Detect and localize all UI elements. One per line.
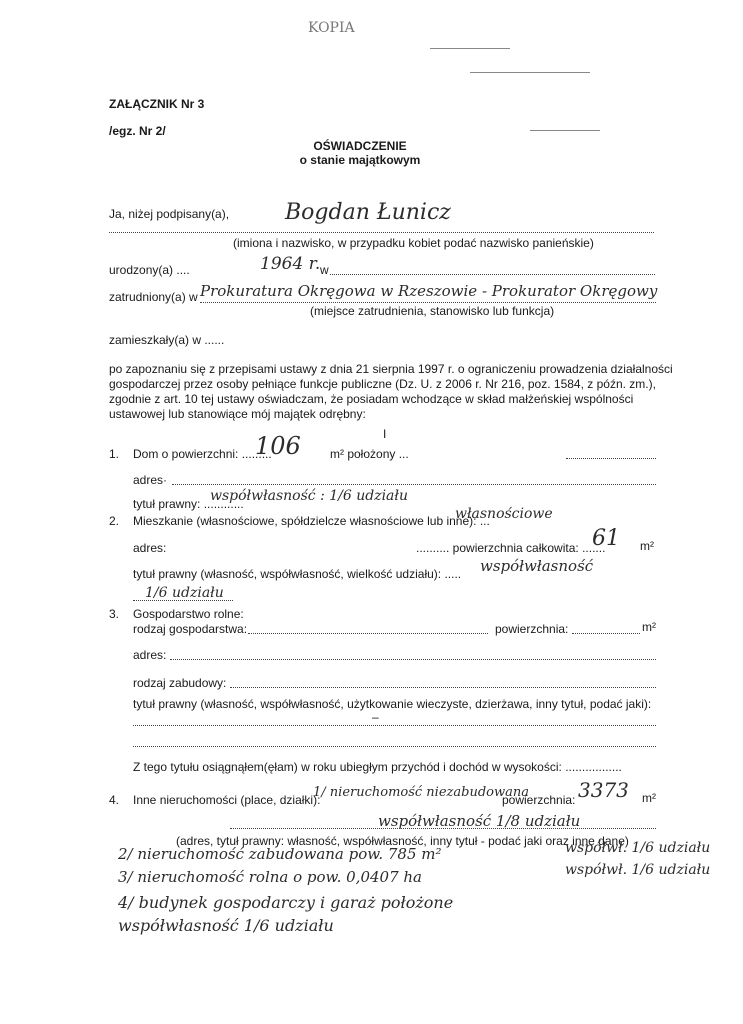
item4-value: 1/ nieruchomość niezabudowana: [313, 785, 529, 800]
item1-title-value: współwłasność : 1/6 udziału: [210, 488, 408, 504]
item1-address-line: [172, 484, 656, 485]
item3-area-line: [572, 633, 640, 634]
copy-stamp: KOPIA: [308, 20, 355, 36]
intro-line-4: ustawowej lub stanowiące mój majątek odrębny:: [109, 407, 366, 421]
born-place-label: w: [320, 263, 329, 277]
copy-number: /egz. Nr 2/: [109, 124, 166, 138]
item4-label: Inne nieruchomości (place, działki):: [133, 793, 321, 807]
intro-line-2: gospodarczej przez osoby pełniące funkcje publiczne (Dz. U. z 2006 r. Nr 216, poz. 1584, z późn. zm.),: [109, 377, 656, 391]
item3-dash: –: [372, 710, 379, 724]
item2-title-value: współwłasność: [480, 557, 594, 575]
item1-unit: m² położony ...: [330, 447, 409, 461]
item4-handwritten-3b: współwłasność 1/6 udziału: [118, 916, 334, 935]
item4-area-label: powierzchnia:: [502, 793, 576, 807]
item4-unit: m²: [642, 791, 656, 805]
item3-number: 3.: [109, 607, 120, 621]
item2-area-label: .......... powierzchnia całkowita: .......: [416, 541, 606, 555]
item4-number: 4.: [109, 793, 120, 807]
item4-handwritten-2-share: współwł. 1/6 udziału: [565, 862, 711, 878]
item4-caption: (adres, tytuł prawny: własność, współwłasność, inny tytuł - podać jaki oraz inne dane): [176, 834, 629, 848]
page-title: OŚWIADCZENIE: [313, 139, 407, 153]
item4-area: 3373: [578, 778, 629, 802]
item4-line2: współwłasność 1/8 udziału: [378, 812, 581, 830]
employed-value: Prokuratura Okręgowa w Rzeszowie - Prokurator Okręgowy: [200, 282, 658, 300]
margin-mark: [530, 130, 600, 131]
residence-label: zamieszkały(a) w ......: [109, 333, 225, 347]
item3-income-label: Z tego tytułu osiągnąłem(ęłam) w roku ubiegłym przychód i dochód w wysokości: .................: [133, 760, 622, 774]
item3-label: Gospodarstwo rolne:: [133, 607, 244, 621]
attachment-label: ZAŁĄCZNIK Nr 3: [109, 97, 205, 111]
item2-unit: m²: [640, 539, 654, 553]
item2-share-line: [133, 600, 233, 601]
item4-line2-dots: [230, 828, 656, 829]
item3-area-label: powierzchnia:: [495, 622, 569, 636]
item1-address-label: adres·: [133, 473, 168, 487]
item4-handwritten-2: 3/ nieruchomość rolna o pow. 0,0407 ha: [118, 868, 422, 886]
item1-location-line: [566, 458, 656, 459]
item3-buildings-label: rodzaj zabudowy:: [133, 676, 227, 690]
item3-type-label: rodzaj gospodarstwa:: [133, 622, 248, 636]
item2-label: Mieszkanie (własnościowe, spółdzielcze własnościowe lub inne): ...: [133, 514, 490, 528]
born-label: urodzony(a) ....: [109, 263, 190, 277]
born-place-line: [330, 274, 655, 275]
born-value: 1964 r.: [260, 254, 321, 274]
margin-mark: [430, 48, 510, 49]
item2-title-label: tytuł prawny (własność, współwłasność, wielkość udziału): .....: [133, 567, 462, 581]
item4-handwritten-3: 4/ budynek gospodarczy i garaż położone: [118, 893, 454, 912]
name-label: Ja, niżej podpisany(a),: [109, 207, 230, 221]
item2-type-value: własnościowe: [455, 506, 553, 522]
intro-line-3: zgodnie z art. 10 tej ustawy oświadczam, że posiadam wchodzące w skład małżeńskiej wspólności: [109, 392, 634, 406]
item4-handwritten-1: 2/ nieruchomość zabudowana pow. 785 m²: [118, 845, 442, 863]
item1-label: Dom o powierzchni: .........: [133, 447, 272, 461]
item1-area: 106: [255, 432, 301, 460]
intro-line-1: po zapoznaniu się z przepisami ustawy z dnia 21 sierpnia 1997 r. o ograniczeniu prowadzenia działalności: [109, 362, 673, 376]
item2-share: 1/6 udziału: [145, 585, 224, 601]
item3-address-line: [170, 659, 656, 660]
page-subtitle: o stanie majątkowym: [299, 153, 421, 167]
item2-address-label: adres:: [133, 541, 167, 555]
item2-number: 2.: [109, 514, 120, 528]
item3-title-line-2: [133, 746, 656, 747]
section-mark: I: [383, 427, 387, 441]
item3-buildings-line: [230, 687, 656, 688]
item1-number: 1.: [109, 447, 120, 461]
item3-unit: m²: [642, 620, 656, 634]
item3-title-line-1: [133, 725, 656, 726]
margin-mark: [470, 72, 590, 73]
employed-caption: (miejsce zatrudnienia, stanowisko lub funkcja): [310, 304, 555, 318]
item4-handwritten-1-share: współwł. 1/6 udziału: [565, 840, 711, 856]
employed-label: zatrudniony(a) w: [109, 290, 198, 304]
item2-area: 61: [592, 526, 620, 551]
name-line: [109, 232, 654, 233]
item1-title-label: tytuł prawny: ............: [133, 497, 244, 511]
item3-title-label: tytuł prawny (własność, współwłasność, użytkowanie wieczyste, dzierżawa, inny tytuł, podać jaki):: [133, 697, 652, 711]
name-caption: (imiona i nazwisko, w przypadku kobiet podać nazwisko panieńskie): [233, 236, 594, 250]
employed-line: [200, 302, 656, 303]
item3-address-label: adres:: [133, 648, 167, 662]
name-value: Bogdan Łunicz: [285, 200, 451, 225]
item3-type-line: [248, 633, 488, 634]
